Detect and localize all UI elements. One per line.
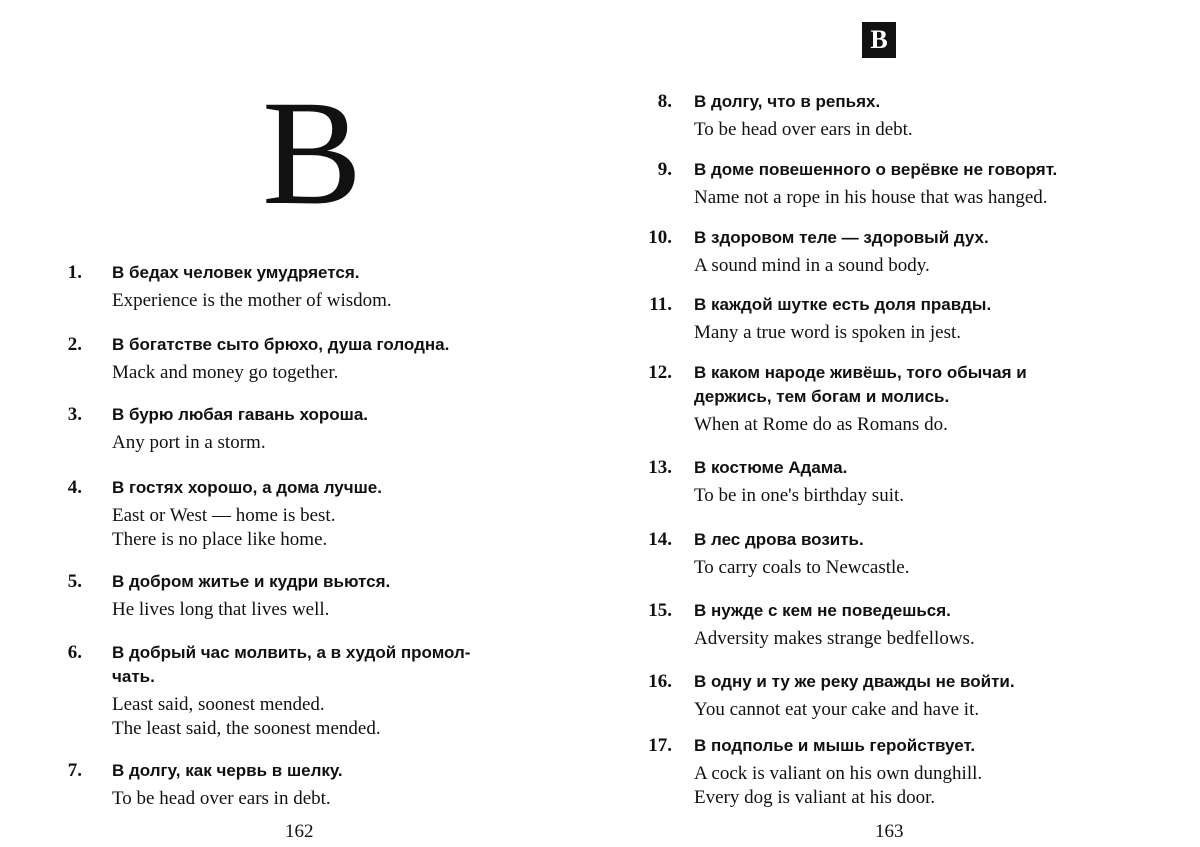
english-equivalent: A cock is valiant on his own dunghill. [694,763,983,784]
proverb-entry [632,734,1192,810]
russian-proverb: В бедах человек умудряется. [112,263,360,282]
english-equivalent: There is no place like home. [112,529,328,550]
entry-number: 2. [67,334,82,355]
english-equivalent: East or West — home is best. [112,505,336,526]
proverb-entry [632,670,1192,722]
english-equivalent: Adversity makes strange bedfellows. [694,628,975,649]
proverb-entry [42,403,562,455]
english-equivalent: Mack and money go together. [112,362,339,383]
entry-number: 3. [67,404,82,425]
section-letter-badge: В [862,22,896,58]
entry-number: 7. [67,760,82,781]
proverb-entry [632,293,1192,345]
entry-number: 5. [67,571,82,592]
entry-number: 9. [657,159,672,180]
proverb-entry [42,759,562,811]
proverb-entry [632,456,1192,508]
page-number: 163 [875,821,904,842]
russian-proverb: В долгу, что в репьях. [694,92,881,111]
entry-number: 11. [649,294,672,315]
entry-number: 4. [67,477,82,498]
proverb-entry [632,361,1192,437]
proverb-entry [632,90,1192,142]
proverb-entry [632,158,1192,210]
proverb-entry [632,528,1192,580]
proverb-entry [632,226,1192,278]
russian-proverb: В доме повешенного о верёвке не говорят. [694,160,1058,179]
proverb-entry [42,476,562,552]
russian-proverb: В добрый час молвить, а в худой промол- [112,643,471,662]
russian-proverb: В долгу, как червь в шелку. [112,761,343,780]
russian-proverb: В каком народе живёшь, того обычая и [694,363,1027,382]
proverb-entry [42,333,562,385]
english-equivalent: The least said, the soonest mended. [112,718,381,739]
english-equivalent: Any port in a storm. [112,432,266,453]
english-equivalent: When at Rome do as Romans do. [694,414,948,435]
page-number: 162 [285,821,314,842]
russian-proverb: В добром житье и кудри вьются. [112,572,391,591]
english-equivalent: Experience is the mother of wisdom. [112,290,392,311]
right-page [600,0,1200,847]
english-equivalent: Many a true word is spoken in jest. [694,322,962,343]
english-equivalent: A sound mind in a sound body. [694,255,930,276]
entry-number: 14. [648,529,672,550]
entry-number: 1. [67,262,82,283]
russian-proverb: В каждой шутке есть доля правды. [694,295,992,314]
russian-proverb: В здоровом теле — здоровый дух. [694,228,989,247]
proverb-entry [42,570,562,622]
russian-proverb: В одну и ту же реку дважды не войти. [694,672,1015,691]
russian-proverb: В подполье и мышь геройствует. [694,736,976,755]
english-equivalent: To carry coals to Newcastle. [694,557,910,578]
russian-proverb: держись, тем богам и молись. [694,387,950,406]
russian-proverb: чать. [112,667,155,686]
english-equivalent: To be head over ears in debt. [694,119,913,140]
english-equivalent: Least said, soonest mended. [112,694,325,715]
russian-proverb: В костюме Адама. [694,458,848,477]
english-equivalent: He lives long that lives well. [112,599,330,620]
russian-proverb: В бурю любая гавань хороша. [112,405,369,424]
entry-number: 12. [648,362,672,383]
english-equivalent: To be in one's birthday suit. [694,485,905,506]
proverb-entry [42,641,562,741]
russian-proverb: В гостях хорошо, а дома лучше. [112,478,382,497]
english-equivalent: Name not a rope in his house that was hanged. [694,187,1048,208]
russian-proverb: В лес дрова возить. [694,530,864,549]
english-equivalent: You cannot eat your cake and have it. [694,699,980,720]
russian-proverb: В нужде с кем не поведешься. [694,601,951,620]
entry-number: 13. [648,457,672,478]
entry-number: 16. [648,671,672,692]
entry-number: 15. [648,600,672,621]
chapter-letter: В [262,70,363,236]
entry-number: 17. [648,735,672,756]
russian-proverb: В богатстве сыто брюхо, душа голодна. [112,335,450,354]
entry-number: 6. [67,642,82,663]
entry-number: 8. [657,91,672,112]
proverb-entry [632,599,1192,651]
english-equivalent: Every dog is valiant at his door. [694,787,936,808]
english-equivalent: To be head over ears in debt. [112,788,331,809]
entry-number: 10. [648,227,672,248]
proverb-entry [42,261,562,313]
